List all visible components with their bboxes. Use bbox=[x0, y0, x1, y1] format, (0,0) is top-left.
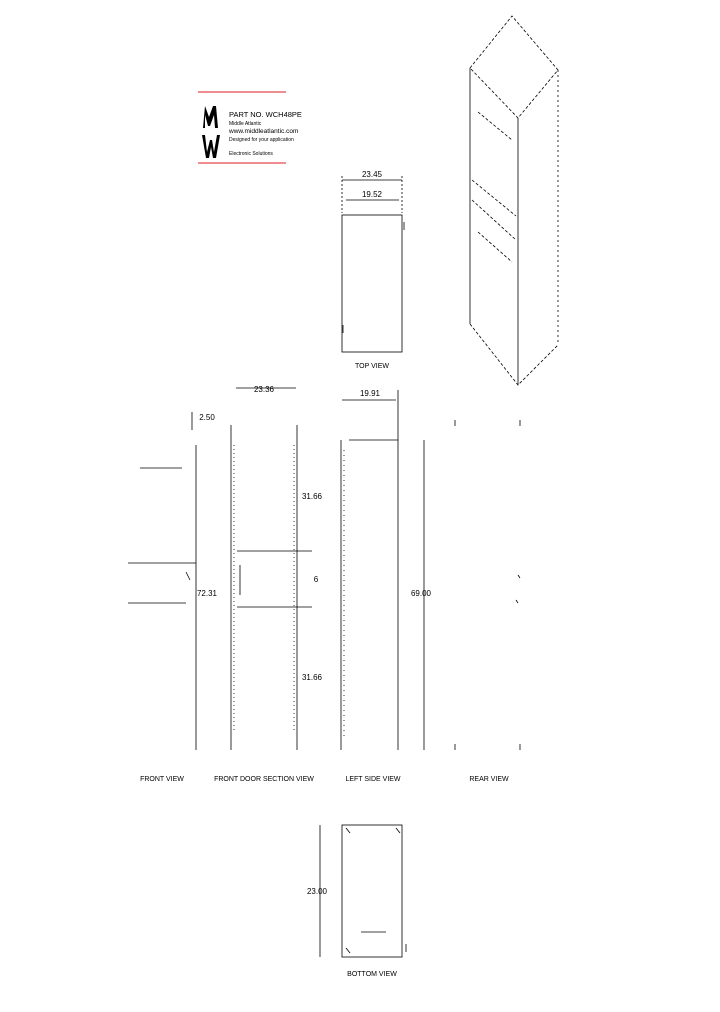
bottom-corner-tr bbox=[396, 828, 400, 833]
side-dim-height: 69.00 bbox=[410, 589, 432, 598]
left-side-view-label: LEFT SIDE VIEW bbox=[345, 776, 401, 783]
front-view bbox=[128, 412, 218, 783]
door-dim-upper: 31.66 bbox=[301, 492, 323, 501]
title-line-4: Electronic Solutions bbox=[229, 151, 273, 157]
title-line-2: www.middleatlantic.com bbox=[229, 128, 299, 135]
part-number: PART NO. WCH48PE bbox=[229, 110, 302, 119]
top-dim-overall: 23.45 bbox=[361, 170, 383, 179]
door-dim-lower: 31.66 bbox=[301, 673, 323, 682]
door-dim-middle: 6 bbox=[313, 575, 319, 584]
left-side-view bbox=[341, 389, 432, 783]
bottom-dim-depth: 23.00 bbox=[306, 887, 328, 896]
title-line-3: Designed for your application bbox=[229, 137, 294, 143]
rear-view bbox=[455, 420, 520, 783]
side-dim-depth: 19.91 bbox=[359, 389, 381, 398]
top-view bbox=[342, 170, 404, 370]
iso-bottom-face bbox=[470, 324, 558, 385]
rear-mark-upper bbox=[518, 575, 520, 578]
front-dim-offset: 2.50 bbox=[199, 413, 215, 422]
logo-w-shape bbox=[202, 135, 220, 158]
front-door-view-label: FRONT DOOR SECTION VIEW bbox=[214, 776, 314, 783]
iso-shelf-1 bbox=[472, 180, 516, 216]
logo-m-shape bbox=[203, 106, 218, 128]
bottom-view bbox=[307, 825, 406, 978]
title-line-1: Middle Atlantic bbox=[229, 121, 262, 127]
bottom-view-outline bbox=[342, 825, 402, 957]
top-dim-inner: 19.52 bbox=[361, 190, 383, 199]
iso-top-face bbox=[470, 16, 558, 118]
iso-shelf-2 bbox=[472, 200, 516, 240]
top-view-label: TOP VIEW bbox=[355, 363, 389, 370]
rear-view-label: REAR VIEW bbox=[469, 776, 509, 783]
bottom-corner-bl bbox=[346, 948, 350, 953]
bottom-view-label: BOTTOM VIEW bbox=[347, 971, 397, 978]
iso-shelf-3 bbox=[478, 112, 512, 140]
isometric-view bbox=[470, 16, 558, 385]
door-dim-width: 23.36 bbox=[253, 385, 275, 394]
front-view-label: FRONT VIEW bbox=[140, 776, 184, 783]
bottom-corner-tl bbox=[346, 828, 350, 833]
company-logo bbox=[202, 106, 220, 158]
front-dim-height: 72.31 bbox=[196, 589, 218, 598]
rear-mark-lower bbox=[516, 600, 518, 603]
title-block bbox=[198, 92, 302, 163]
front-notch bbox=[186, 572, 190, 580]
top-view-outline bbox=[342, 215, 402, 352]
iso-shelf-4 bbox=[478, 232, 512, 262]
front-door-section-view bbox=[214, 385, 322, 783]
